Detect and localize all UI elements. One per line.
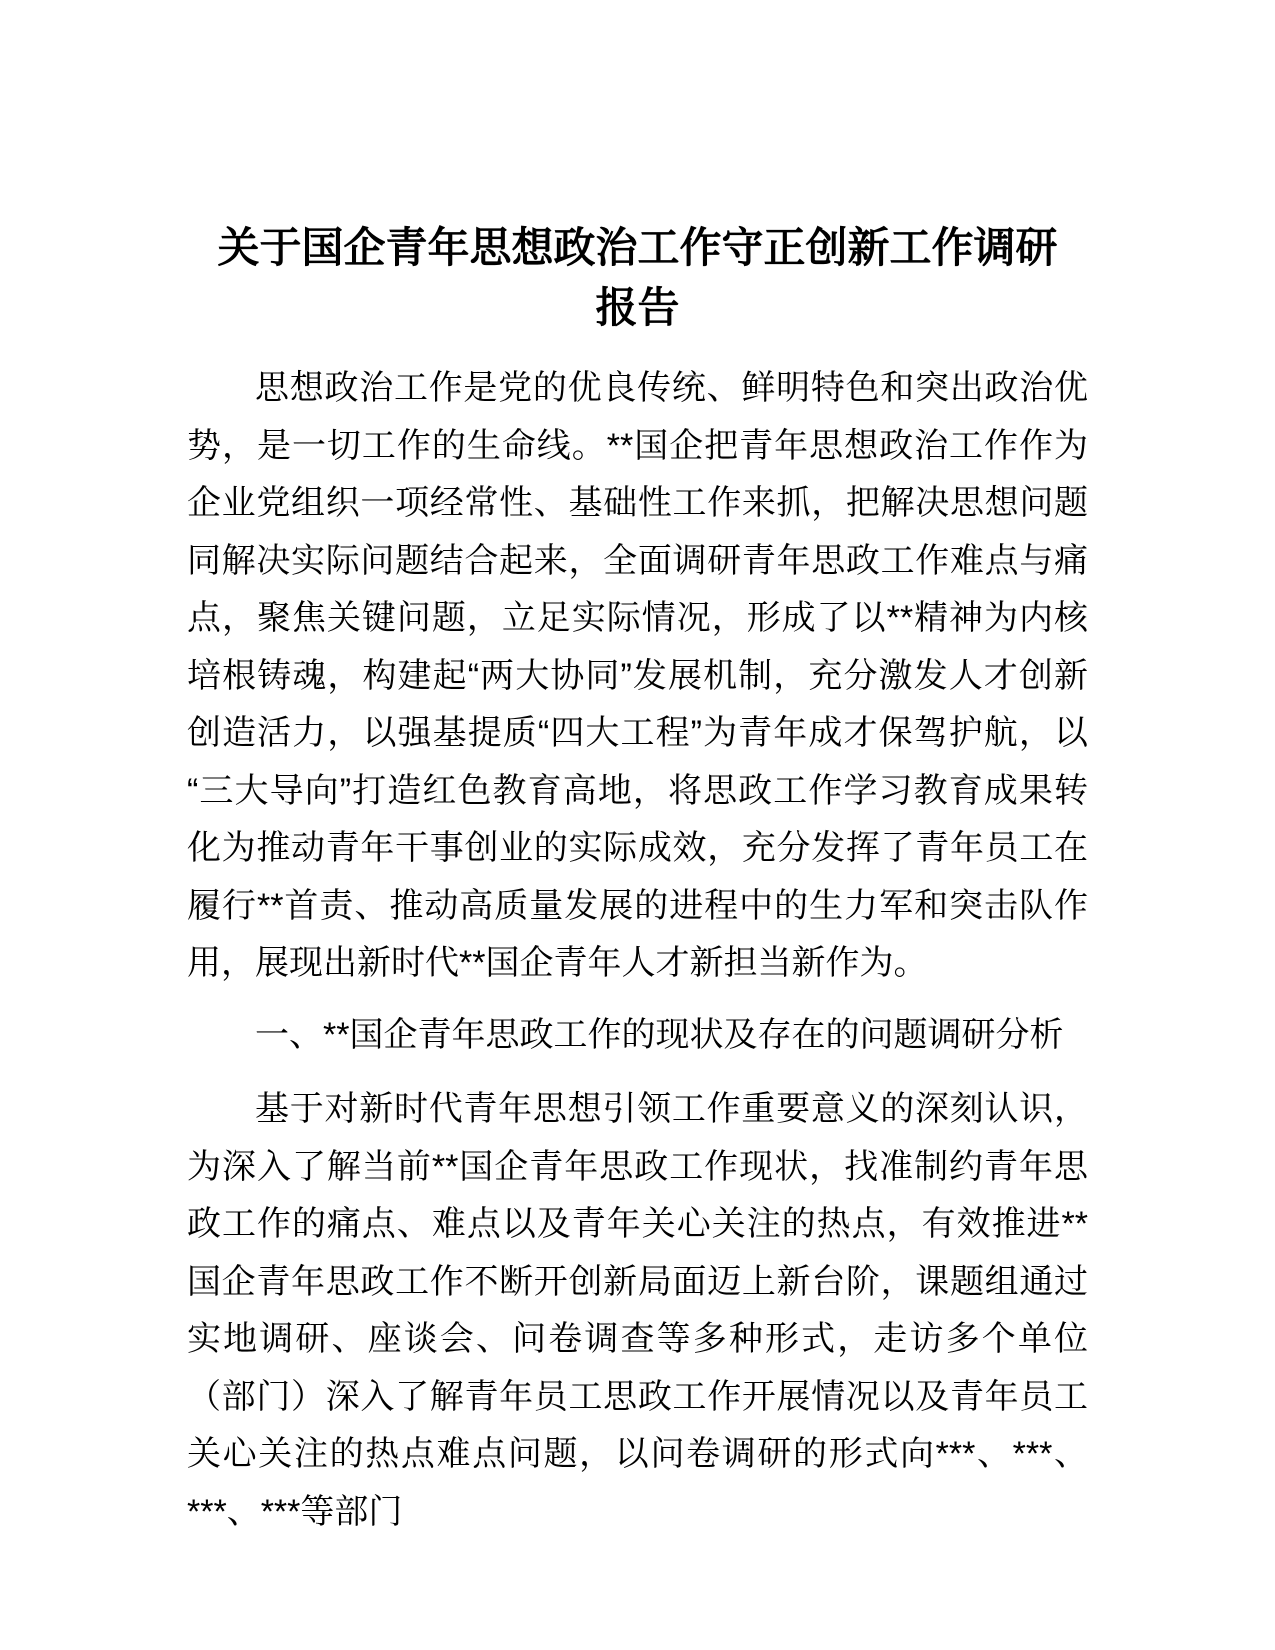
document-title-line-1: 关于国企青年思想政治工作守正创新工作调研 — [217, 224, 1058, 271]
paragraph-intro: 思想政治工作是党的优良传统、鲜明特色和突出政治优势，是一切工作的生命线。**国企把青年思想政治工作作为企业党组织一项经常性、基础性工作来抓，把解决思想问题同解决实际问题结合起来，全面调研青年思政工作难点与痛点，聚焦关键问题，立足实际情况，形成了以**精神为内核培根铸魂，构建起“两大协同”发展机制，充分激发人才创新创造活力，以强基提质“四大工程”为青年成才保驾护航，以“三大导向”打造红色教育高地，将思政工作学习教育成果转化为推动青年干事创业的实际成效，充分发挥了青年员工在履行**首责、推动高质量发展的进程中的生力军和突击队作用，展现出新时代**国企青年人才新担当新作为。 — [187, 369, 1088, 982]
section-heading-1: 一、**国企青年思政工作的现状及存在的问题调研分析 — [255, 1015, 1064, 1054]
document-title — [187, 218, 1088, 338]
paragraph-survey-overview: 基于对新时代青年思想引领工作重要意义的深刻认识，为深入了解当前**国企青年思政工作现状，找准制约青年思政工作的痛点、难点以及青年关心关注的热点，有效推进**国企青年思政工作不断开创新局面迈上新台阶，课题组通过实地调研、座谈会、问卷调查等多种形式，走访多个单位（部门）深入了解青年员工思政工作开展情况以及青年员工关心关注的热点难点问题，以问卷调研的形式向***、***、***、***等部门 — [187, 1090, 1088, 1531]
document-title-line-2: 报告 — [595, 284, 680, 331]
